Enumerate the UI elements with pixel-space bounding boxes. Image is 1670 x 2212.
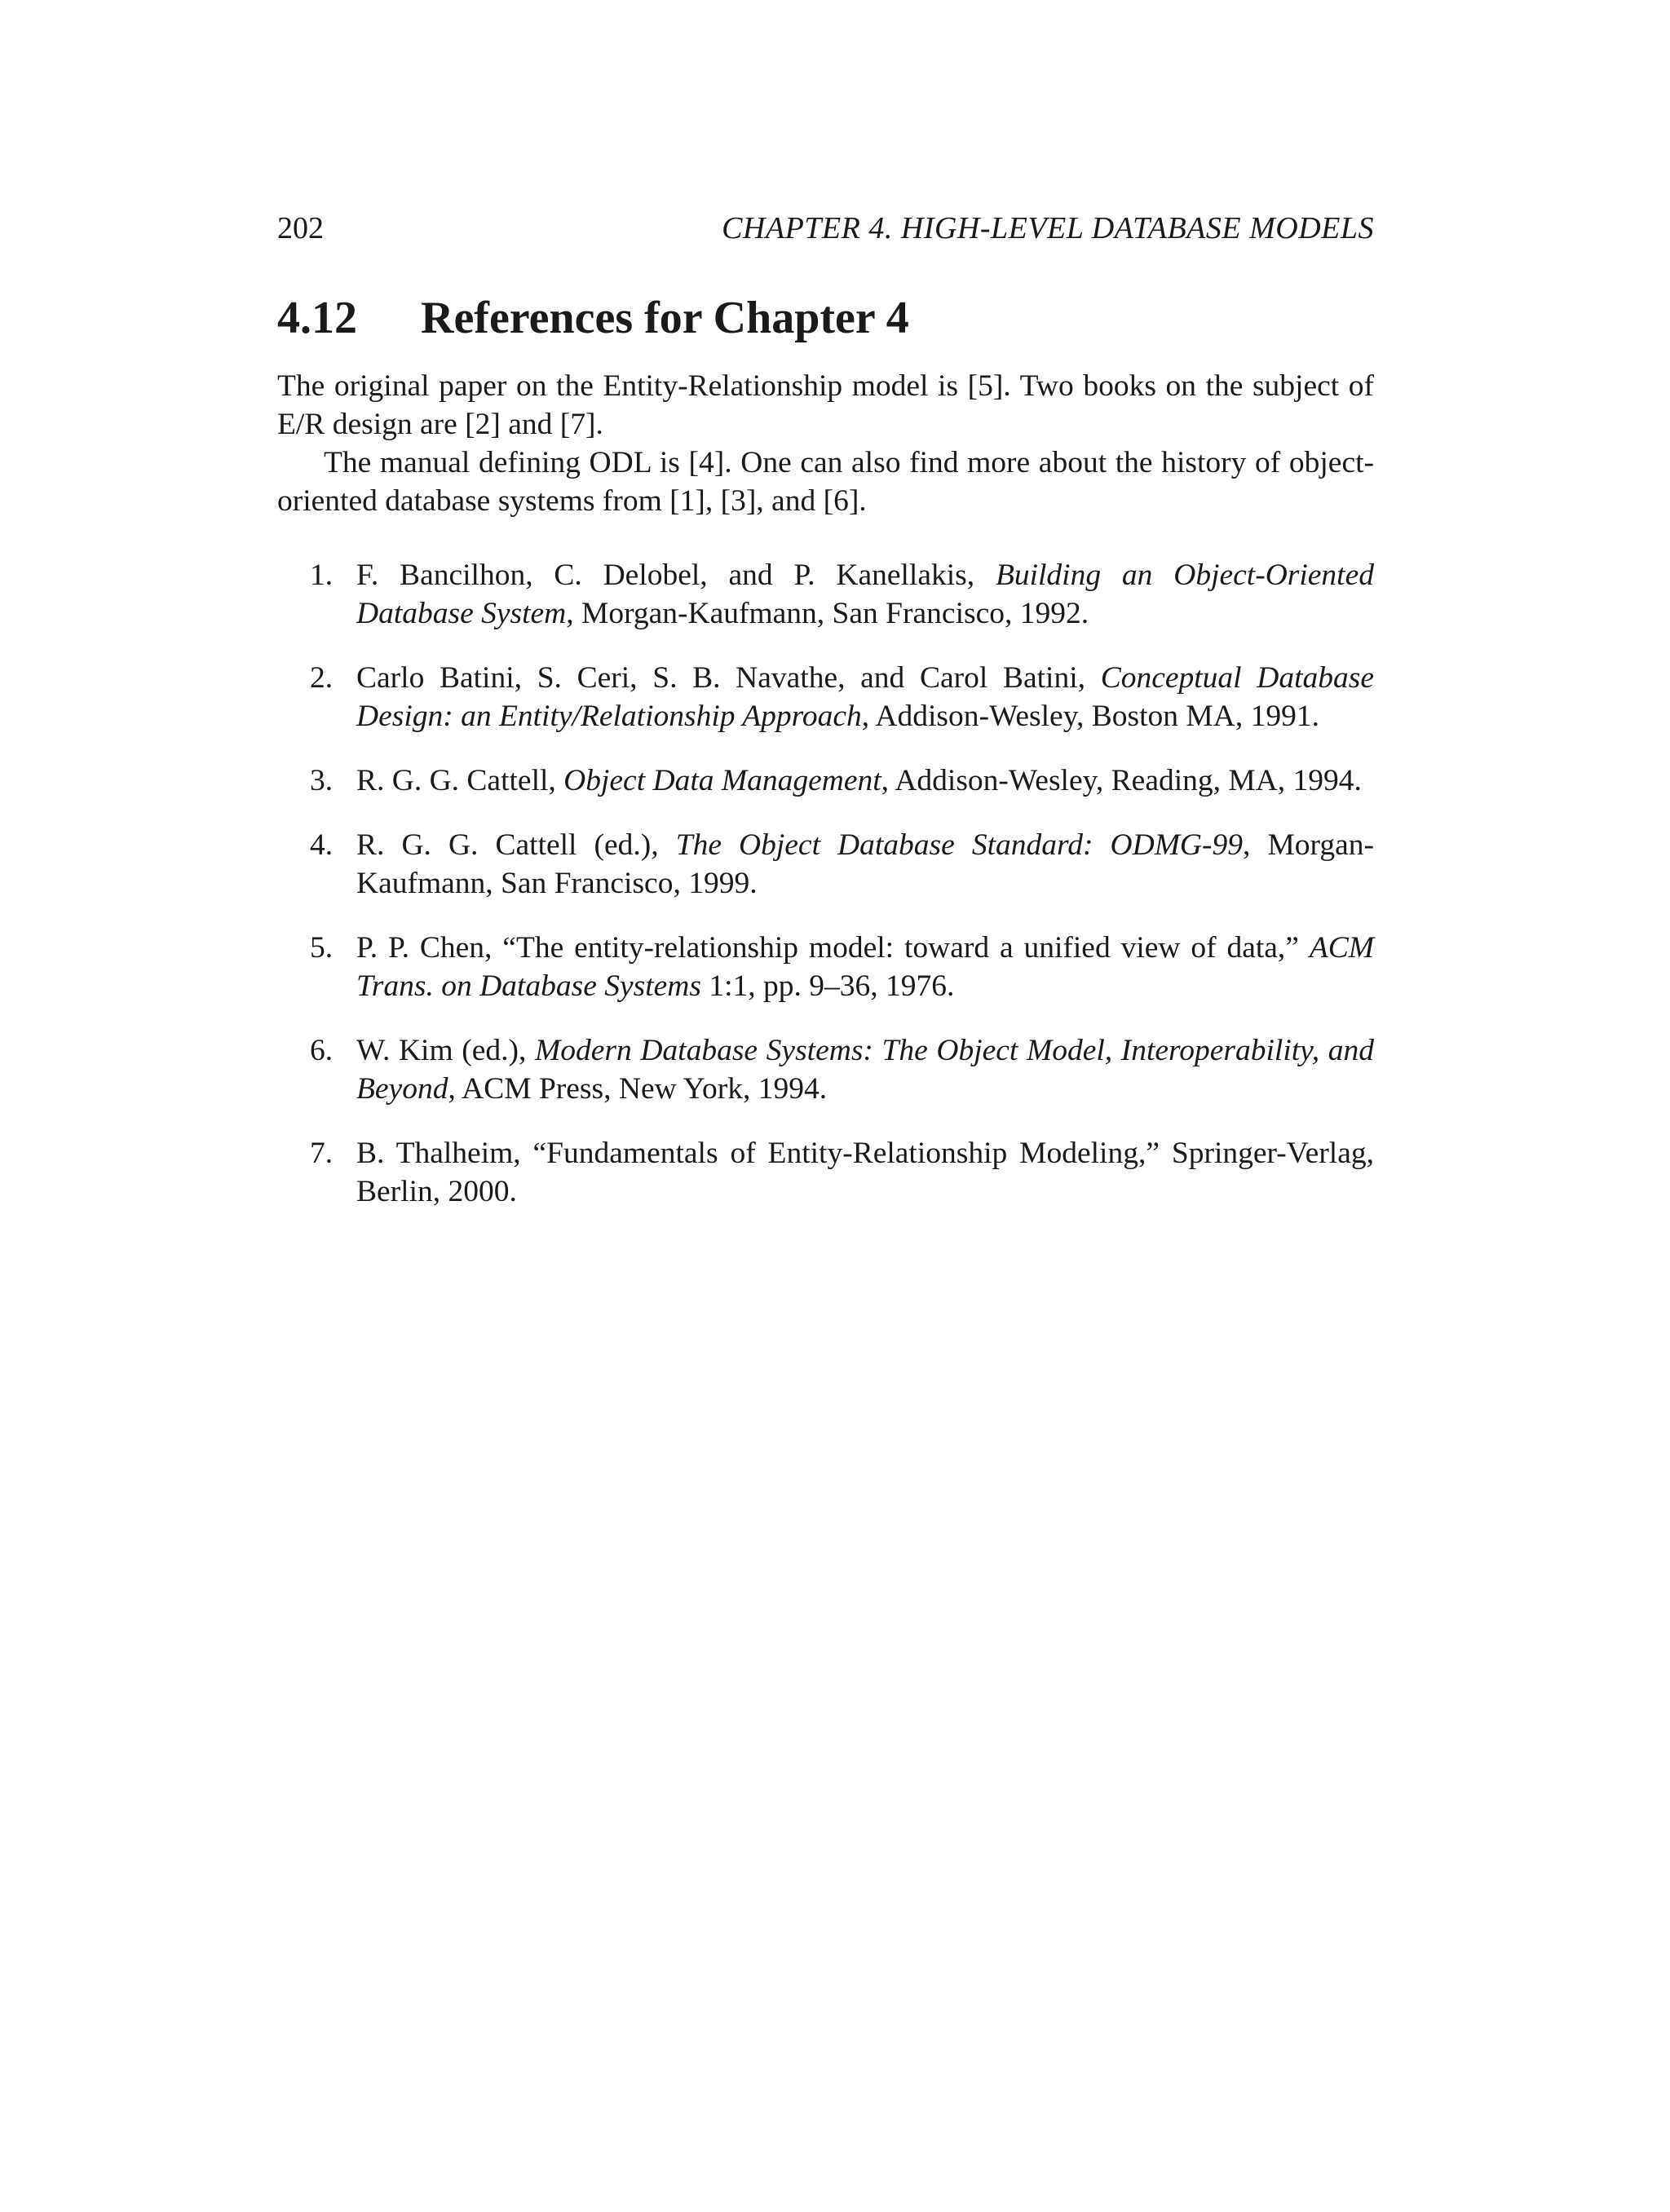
reference-title: The Object Database Standard: ODMG-99 xyxy=(675,828,1243,862)
reference-authors: B. Thalheim, “Fundamentals of Entity-Relationship Modeling,” Springer-Verlag, Berlin, 2000. xyxy=(356,1137,1374,1208)
reference-publisher: , Addison-Wesley, Boston MA, 1991. xyxy=(861,700,1319,733)
reference-publisher: , Morgan-Kaufmann, San Francisco, 1999. xyxy=(356,828,1374,900)
section-heading xyxy=(277,285,909,351)
reference-item xyxy=(277,1134,1374,1211)
reference-publisher: 1:1, pp. 9–36, 1976. xyxy=(700,969,955,1003)
reference-title: Modern Database Systems: The Object Model, Interoperability, and Beyond xyxy=(356,1034,1374,1106)
reference-number: 7. xyxy=(310,1137,334,1170)
reference-number: 3. xyxy=(310,764,334,797)
reference-item xyxy=(277,929,1374,1005)
running-head xyxy=(277,204,1374,253)
reference-item xyxy=(277,1031,1374,1108)
reference-publisher: , Addison-Wesley, Reading, MA, 1994. xyxy=(881,764,1362,797)
reference-number: 2. xyxy=(310,661,334,695)
reference-authors: F. Bancilhon, C. Delobel, and P. Kanellakis, xyxy=(356,559,996,592)
reference-title: Conceptual Database Design: an Entity/Relationship Approach xyxy=(356,661,1374,733)
reference-item xyxy=(277,659,1374,735)
reference-publisher: , ACM Press, New York, 1994. xyxy=(448,1072,828,1106)
reference-list xyxy=(277,556,1374,1237)
reference-title: ACM Trans. on Database Systems xyxy=(356,931,1374,1003)
reference-authors: Carlo Batini, S. Ceri, S. B. Navathe, and Carol Batini, xyxy=(356,661,1101,695)
reference-number: 1. xyxy=(310,559,334,592)
reference-item xyxy=(277,826,1374,903)
reference-item xyxy=(277,556,1374,633)
reference-authors: W. Kim (ed.), xyxy=(356,1034,535,1067)
reference-number: 6. xyxy=(310,1034,334,1067)
reference-number: 5. xyxy=(310,931,334,965)
running-title: CHAPTER 4. HIGH-LEVEL DATABASE MODELS xyxy=(722,211,1374,245)
reference-number: 4. xyxy=(310,828,334,862)
intro-paragraph: The original paper on the Entity-Relationship model is [5]. Two books on the subject of E/R design are [2] and [7]. xyxy=(277,369,1374,441)
section-title: References for Chapter 4 xyxy=(421,293,909,343)
reference-title: Object Data Management xyxy=(563,764,881,797)
intro-text xyxy=(277,367,1374,520)
reference-authors: P. P. Chen, “The entity-relationship model: toward a unified view of data,” xyxy=(356,931,1310,965)
section-number: 4.12 xyxy=(277,293,357,343)
reference-item xyxy=(277,762,1374,800)
intro-paragraph: The manual defining ODL is [4]. One can also find more about the history of object-oriented database systems from [1], [3], and [6]. xyxy=(277,446,1374,518)
reference-authors: R. G. G. Cattell, xyxy=(356,764,564,797)
reference-title: Building an Object-Oriented Database System xyxy=(356,559,1374,630)
reference-authors: R. G. G. Cattell (ed.), xyxy=(356,828,676,862)
page-number: 202 xyxy=(277,211,324,245)
reference-publisher: , Morgan-Kaufmann, San Francisco, 1992. xyxy=(566,597,1089,630)
